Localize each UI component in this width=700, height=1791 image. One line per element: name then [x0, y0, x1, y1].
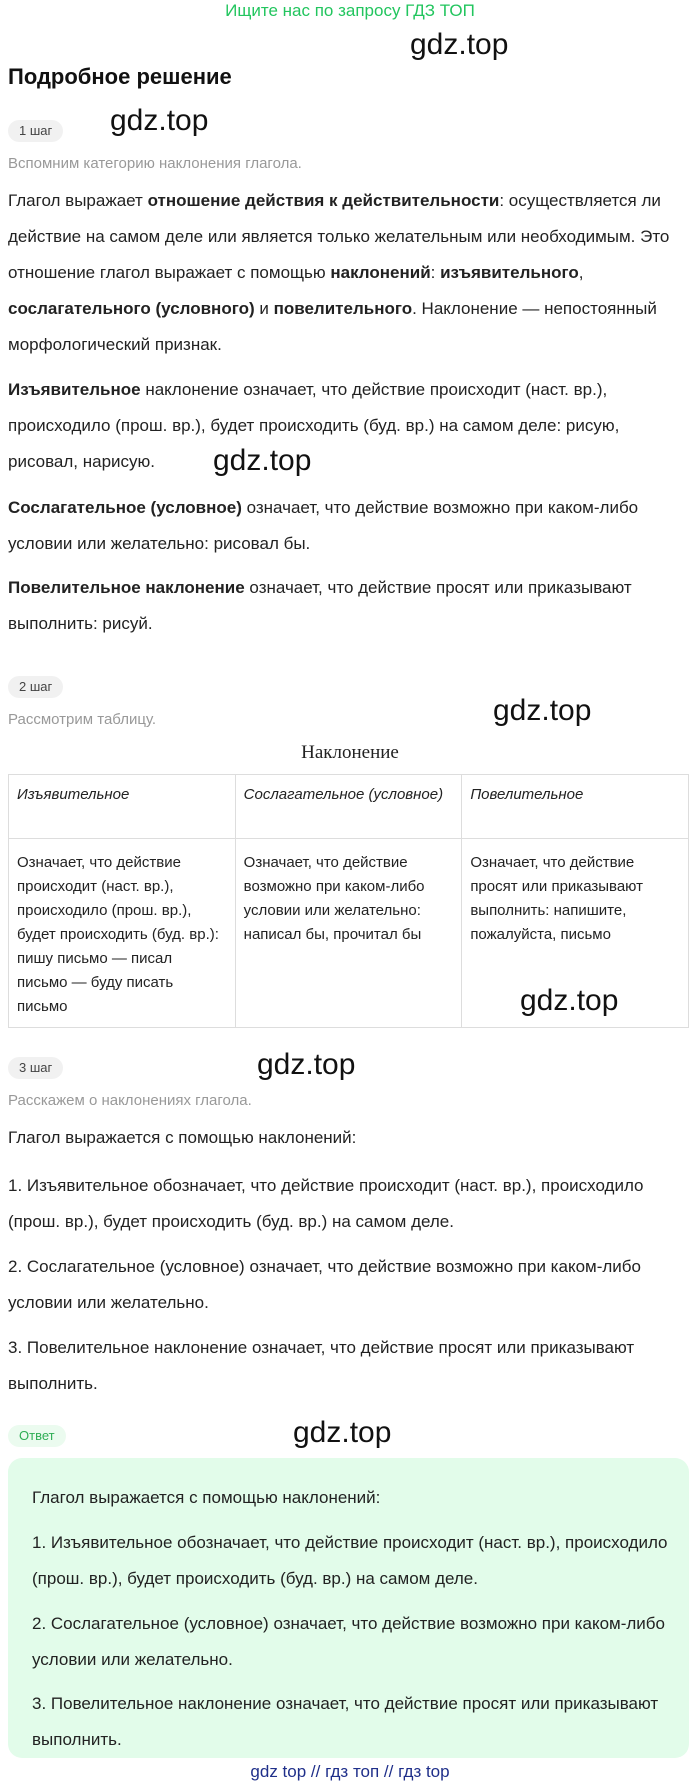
step-badge: 2 шаг [8, 676, 63, 698]
page-title: Подробное решение [8, 64, 232, 89]
paragraph: 1. Изъявительное обозначает, что действие происходит (наст. вр.), происходило (прош. вр.), будет происходить (буд. вр.) на самом деле. [8, 1176, 644, 1231]
paragraph: Изъявительное наклонение означает, что действие происходит (наст. вр.), происходило (прош. вр.), будет происходить (буд. вр.) на самом деле: рисую, рисовал, нарисую. [8, 380, 620, 471]
paragraph: Глагол выражается с помощью наклонений: [8, 1128, 357, 1147]
watermark: gdz.top [293, 1416, 392, 1449]
watermark: gdz.top [410, 28, 509, 61]
paragraph: Глагол выражает отношение действия к действительности: осуществляется ли действие на самом деле или является только желательным или необходимым. Это отношение глагол выражает с помощью наклонений: изъявительного, сослагательного (условного) и повелительного. Наклонение — непостоянный морфологический признак. [8, 191, 670, 354]
answer-box [8, 1458, 689, 1758]
footer-links: gdz top // гдз топ // гдз top [250, 1762, 450, 1781]
answer-line: Глагол выражается с помощью наклонений: [32, 1488, 381, 1507]
table-caption: Наклонение [301, 742, 399, 763]
step-hint: Расскажем о наклонениях глагола. [8, 1092, 252, 1109]
step-hint: Рассмотрим таблицу. [8, 711, 157, 728]
watermark: gdz.top [110, 104, 209, 137]
table-row [9, 839, 689, 1028]
answer-line: 1. Изъявительное обозначает, что действие происходит (наст. вр.), происходило (прош. вр.), будет происходить (буд. вр.) на самом деле. [32, 1533, 668, 1588]
paragraph: 2. Сослагательное (условное) означает, что действие возможно при каком-либо условии или желательно. [8, 1257, 641, 1312]
watermark: gdz.top [520, 984, 619, 1017]
answer-line: 2. Сослагательное (условное) означает, что действие возможно при каком-либо условии или желательно. [32, 1614, 665, 1669]
table-cell: Означает, что действие происходит (наст. вр.), происходило (прош. вр.), будет происходить (буд. вр.): пишу письмо — писал письмо — буду писать письмо [9, 839, 236, 1028]
step-hint: Вспомним категорию наклонения глагола. [8, 155, 302, 172]
table-cell: Означает, что действие просят или приказывают выполнить: напишите, пожалуйста, письмо [462, 839, 689, 1028]
step-badge: 1 шаг [8, 120, 63, 142]
table-header: Повелительное [462, 775, 689, 839]
watermark: gdz.top [257, 1048, 356, 1081]
table-cell: Означает, что действие возможно при каком-либо условии или желательно: написал бы, прочитал бы [235, 839, 462, 1028]
paragraph: Повелительное наклонение означает, что действие просят или приказывают выполнить: рисуй. [8, 578, 632, 633]
watermark: gdz.top [493, 694, 592, 727]
answer-line: 3. Повелительное наклонение означает, что действие просят или приказывают выполнить. [32, 1694, 659, 1749]
paragraph: Сослагательное (условное) означает, что действие возможно при каком-либо условии или желательно: рисовал бы. [8, 498, 639, 553]
search-banner: Ищите нас по запросу ГДЗ ТОП [225, 1, 475, 20]
table-header-row [9, 775, 689, 839]
step-badge: 3 шаг [8, 1057, 63, 1079]
answer-badge: Ответ [8, 1425, 66, 1447]
watermark: gdz.top [213, 444, 312, 477]
mood-table [8, 774, 689, 1028]
table-header: Сослагательное (условное) [235, 775, 462, 839]
table-header: Изъявительное [9, 775, 236, 839]
paragraph: 3. Повелительное наклонение означает, что действие просят или приказывают выполнить. [8, 1338, 635, 1393]
